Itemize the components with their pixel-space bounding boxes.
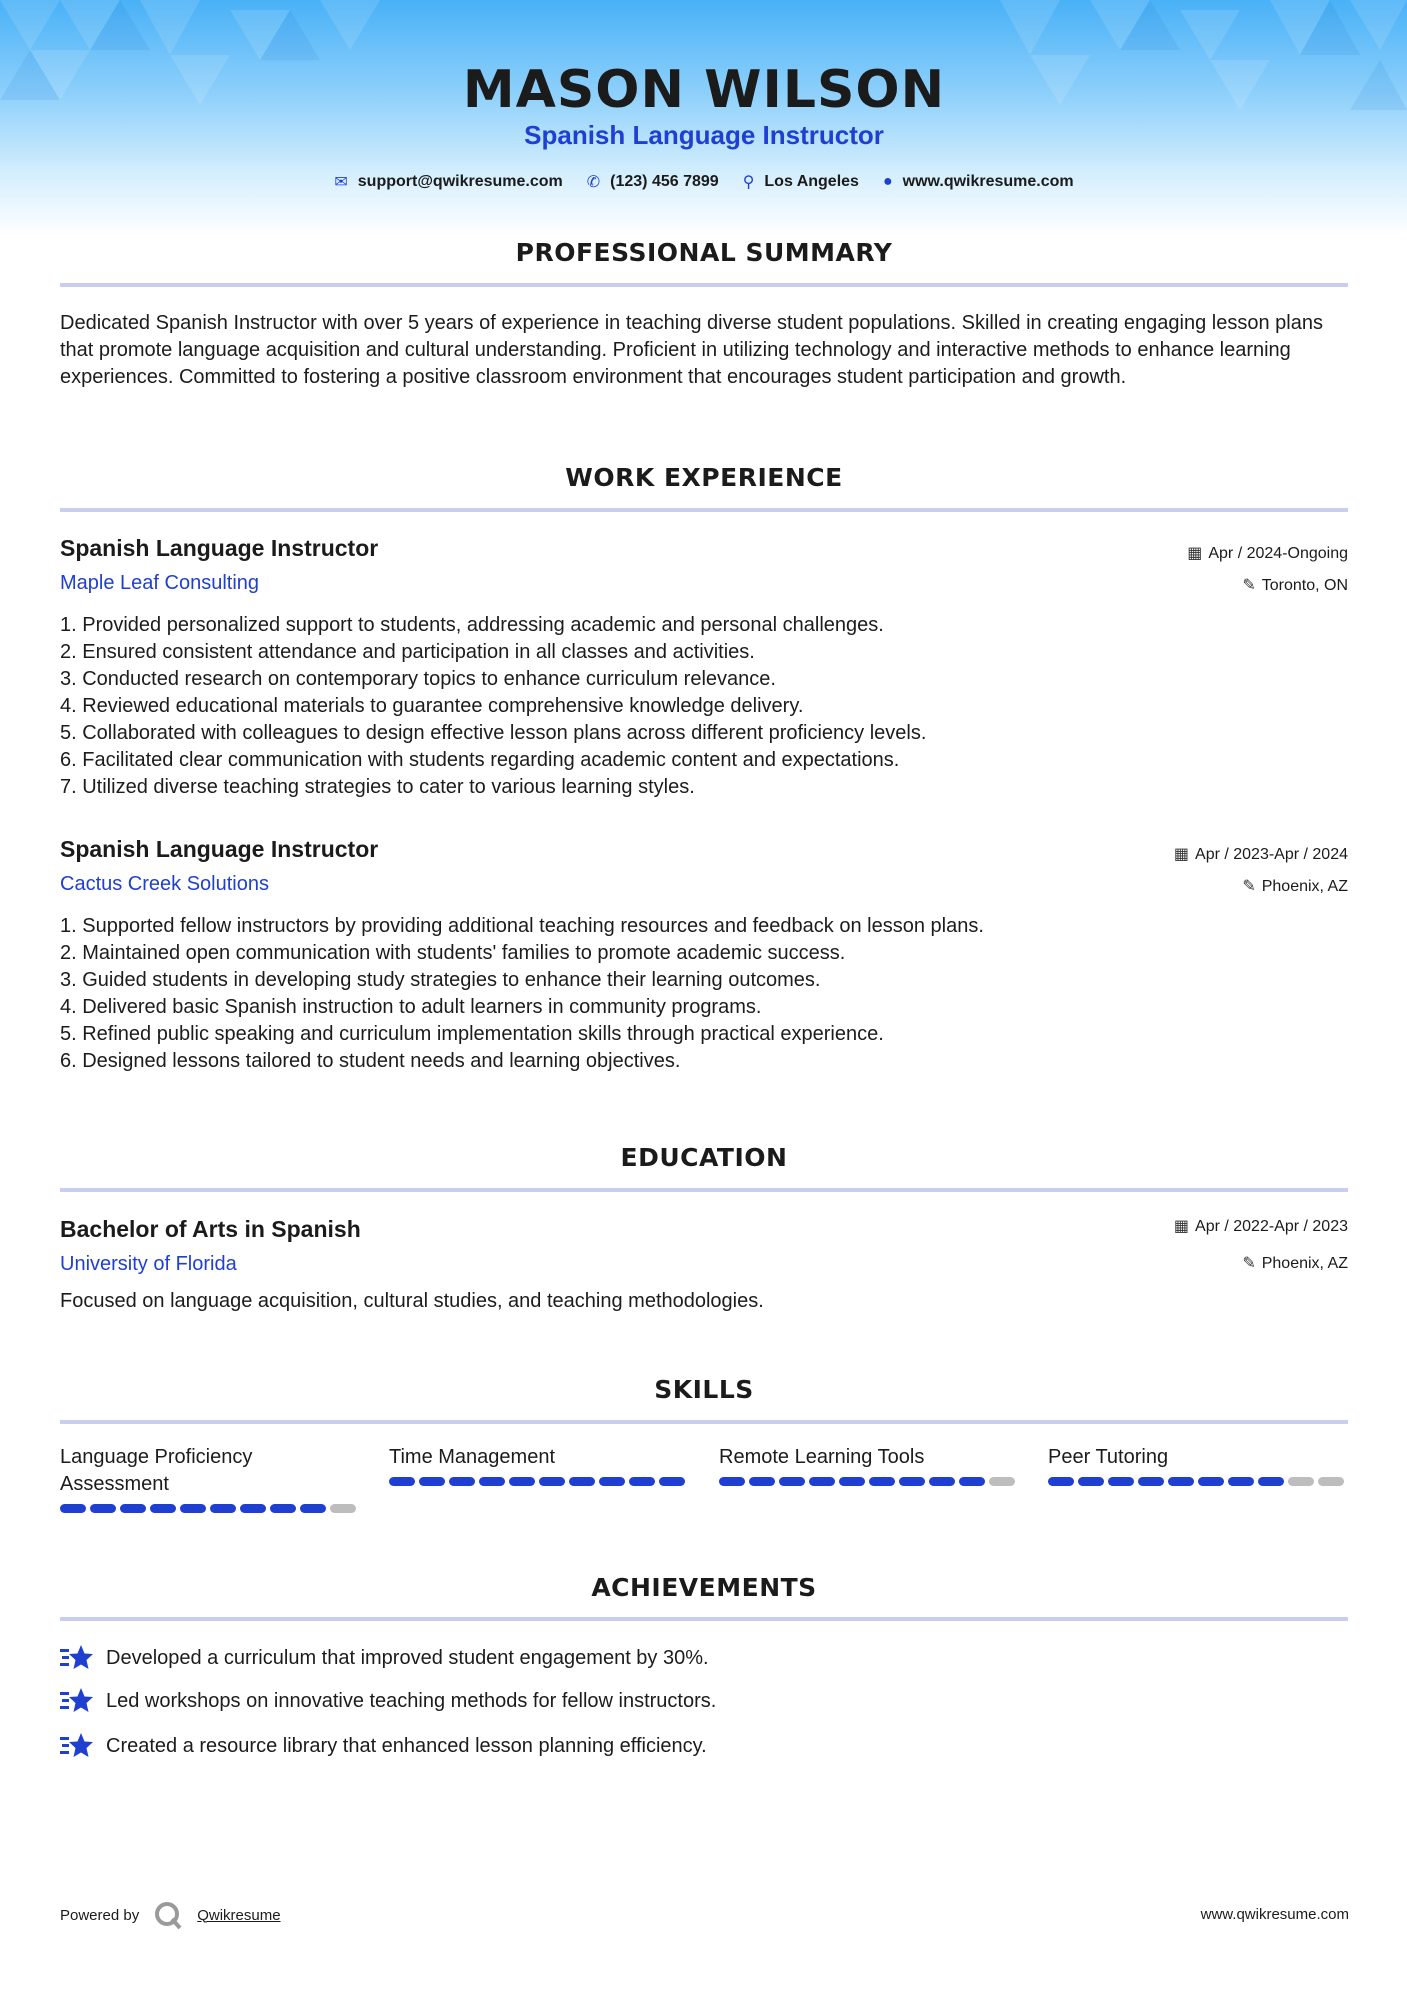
list-item: 6. Facilitated clear communication with students regarding academic content and expectations.	[60, 749, 900, 771]
skill-item	[719, 1444, 1019, 1486]
education-heading: EDUCATION	[620, 1143, 788, 1172]
pin-icon: ✎	[1242, 1255, 1256, 1272]
job-company: Cactus Creek Solutions	[60, 873, 269, 895]
job-date: ▦ Apr / 2023-Apr / 2024	[1173, 846, 1348, 863]
skill-name: Language Proficiency Assessment	[60, 1446, 253, 1495]
skill-dot	[330, 1504, 356, 1513]
achievement-item	[60, 1732, 707, 1760]
skill-dot	[1318, 1477, 1344, 1486]
star-icon	[60, 1687, 94, 1715]
contact-phone: (123) 456 7899	[610, 173, 719, 190]
skill-dot	[749, 1477, 775, 1486]
contact-bar	[60, 172, 1348, 192]
star-icon	[60, 1732, 94, 1760]
skill-dot	[60, 1504, 86, 1513]
list-item: 7. Utilized diverse teaching strategies to cater to various learning styles.	[60, 776, 695, 798]
job-date: ▦ Apr / 2024-Ongoing	[1187, 545, 1348, 562]
skill-dot	[1078, 1477, 1104, 1486]
achievements-heading: ACHIEVEMENTS	[591, 1573, 817, 1602]
footer-website[interactable]: www.qwikresume.com	[1200, 1906, 1349, 1923]
candidate-title: Spanish Language Instructor	[524, 120, 884, 150]
list-item: 6. Designed lessons tailored to student needs and learning objectives.	[60, 1050, 681, 1072]
skill-dot	[629, 1477, 655, 1486]
skill-dot	[389, 1477, 415, 1486]
skill-dot	[989, 1477, 1015, 1486]
education-rule	[60, 1188, 1348, 1192]
summary-text: Dedicated Spanish Instructor with over 5 years of experience in teaching diverse student populations. Skilled in creating engaging lesson plans that promote language acquisition and cultural understanding. Proficient in utilizing technology and interactive methods to enhance learning experiences. Committed to fostering a positive classroom environment that encourages student participation and growth.	[60, 312, 1323, 388]
map-pin-icon: ⚲	[742, 174, 755, 191]
job-bullets	[60, 913, 1348, 1075]
skill-dot	[1258, 1477, 1284, 1486]
skill-dot	[719, 1477, 745, 1486]
skill-dot	[509, 1477, 535, 1486]
skills-heading: SKILLS	[654, 1375, 754, 1404]
skill-dot	[1168, 1477, 1194, 1486]
globe-icon: ●	[882, 173, 893, 190]
skill-dot	[1138, 1477, 1164, 1486]
calendar-icon: ▦	[1173, 1218, 1190, 1235]
skill-name: Time Management	[389, 1446, 555, 1468]
school-name: University of Florida	[60, 1253, 237, 1275]
calendar-icon: ▦	[1187, 545, 1203, 562]
skill-item	[60, 1444, 360, 1513]
skill-dot	[839, 1477, 865, 1486]
education-location: ✎ Phoenix, AZ	[1242, 1255, 1348, 1272]
summary-heading: PROFESSIONAL SUMMARY	[515, 238, 893, 267]
contact-email[interactable]: support@qwikresume.com	[357, 173, 563, 190]
contact-website[interactable]: www.qwikresume.com	[902, 173, 1074, 190]
skill-dot	[809, 1477, 835, 1486]
skill-dot	[869, 1477, 895, 1486]
achievement-text: Developed a curriculum that improved student engagement by 30%.	[106, 1646, 709, 1669]
list-item: 1. Provided personalized support to students, addressing academic and personal challenges.	[60, 614, 884, 636]
list-item: 5. Collaborated with colleagues to design effective lesson plans across different proficiency levels.	[60, 722, 927, 744]
experience-rule	[60, 508, 1348, 512]
achievement-text: Created a resource library that enhanced lesson planning efficiency.	[106, 1734, 707, 1757]
skill-item	[389, 1444, 689, 1486]
skill-dot	[959, 1477, 985, 1486]
calendar-icon: ▦	[1173, 846, 1190, 863]
skill-dot	[569, 1477, 595, 1486]
pin-icon: ✎	[1242, 878, 1256, 895]
skill-dot	[659, 1477, 685, 1486]
powered-by-label: Powered by	[60, 1906, 140, 1924]
skill-dot	[599, 1477, 625, 1486]
skill-dot	[779, 1477, 805, 1486]
skills-rule	[60, 1420, 1348, 1424]
list-item: 2. Ensured consistent attendance and participation in all classes and activities.	[60, 641, 755, 663]
skill-dot	[929, 1477, 955, 1486]
skill-dot	[449, 1477, 475, 1486]
list-item: 3. Conducted research on contemporary topics to enhance curriculum relevance.	[60, 668, 776, 690]
skill-dot	[899, 1477, 925, 1486]
skill-dot	[120, 1504, 146, 1513]
list-item: 4. Reviewed educational materials to guarantee comprehensive knowledge delivery.	[60, 695, 804, 717]
pin-icon: ✎	[1242, 577, 1256, 594]
achievement-item	[60, 1687, 716, 1715]
degree-title: Bachelor of Arts in Spanish	[60, 1216, 361, 1242]
achievement-text: Led workshops on innovative teaching methods for fellow instructors.	[106, 1689, 717, 1712]
skill-dot	[1228, 1477, 1254, 1486]
envelope-icon: ✉	[334, 174, 348, 191]
skill-dot	[1108, 1477, 1134, 1486]
skill-name: Remote Learning Tools	[719, 1446, 925, 1468]
skill-meter	[719, 1477, 1019, 1486]
skill-meter	[60, 1504, 360, 1513]
job-location: ✎ Phoenix, AZ	[1242, 878, 1348, 895]
skill-dot	[539, 1477, 565, 1486]
skill-dot	[180, 1504, 206, 1513]
contact-location: Los Angeles	[764, 173, 859, 190]
skill-meter	[389, 1477, 689, 1486]
list-item: 4. Delivered basic Spanish instruction to adult learners in community programs.	[60, 996, 762, 1018]
star-icon	[60, 1644, 94, 1672]
job-company: Maple Leaf Consulting	[60, 572, 260, 594]
list-item: 1. Supported fellow instructors by providing additional teaching resources and feedback on lesson plans.	[60, 915, 984, 937]
skill-name: Peer Tutoring	[1048, 1446, 1169, 1468]
achievement-item	[60, 1644, 709, 1672]
skill-dot	[210, 1504, 236, 1513]
job-location: ✎ Toronto, ON	[1242, 577, 1348, 594]
education-description: Focused on language acquisition, cultural studies, and teaching methodologies.	[60, 1290, 764, 1312]
job-bullets	[60, 612, 1348, 801]
list-item: 5. Refined public speaking and curriculum implementation skills through practical experience.	[60, 1023, 884, 1045]
job-title: Spanish Language Instructor	[60, 836, 379, 862]
achievements-rule	[60, 1617, 1348, 1621]
list-item: 2. Maintained open communication with students' families to promote academic success.	[60, 942, 846, 964]
education-date: ▦ Apr / 2022-Apr / 2023	[1173, 1218, 1348, 1235]
skill-dot	[270, 1504, 296, 1513]
qwikresume-logo-icon	[153, 1900, 183, 1930]
skill-dot	[300, 1504, 326, 1513]
candidate-name: MASON WILSON	[462, 60, 946, 120]
job-title: Spanish Language Instructor	[60, 535, 379, 561]
skill-dot	[1288, 1477, 1314, 1486]
skill-dot	[419, 1477, 445, 1486]
skill-meter	[1048, 1477, 1348, 1486]
qwikresume-link[interactable]: Qwikresume	[197, 1906, 281, 1924]
skill-dot	[1198, 1477, 1224, 1486]
skill-dot	[479, 1477, 505, 1486]
experience-heading: WORK EXPERIENCE	[565, 463, 843, 492]
skill-dot	[1048, 1477, 1074, 1486]
skill-item	[1048, 1444, 1348, 1486]
phone-icon: ✆	[586, 174, 601, 191]
skill-dot	[90, 1504, 116, 1513]
skill-dot	[150, 1504, 176, 1513]
footer-powered-by	[60, 1900, 281, 1930]
summary-rule	[60, 283, 1348, 287]
list-item: 3. Guided students in developing study strategies to enhance their learning outcomes.	[60, 969, 821, 991]
skill-dot	[240, 1504, 266, 1513]
